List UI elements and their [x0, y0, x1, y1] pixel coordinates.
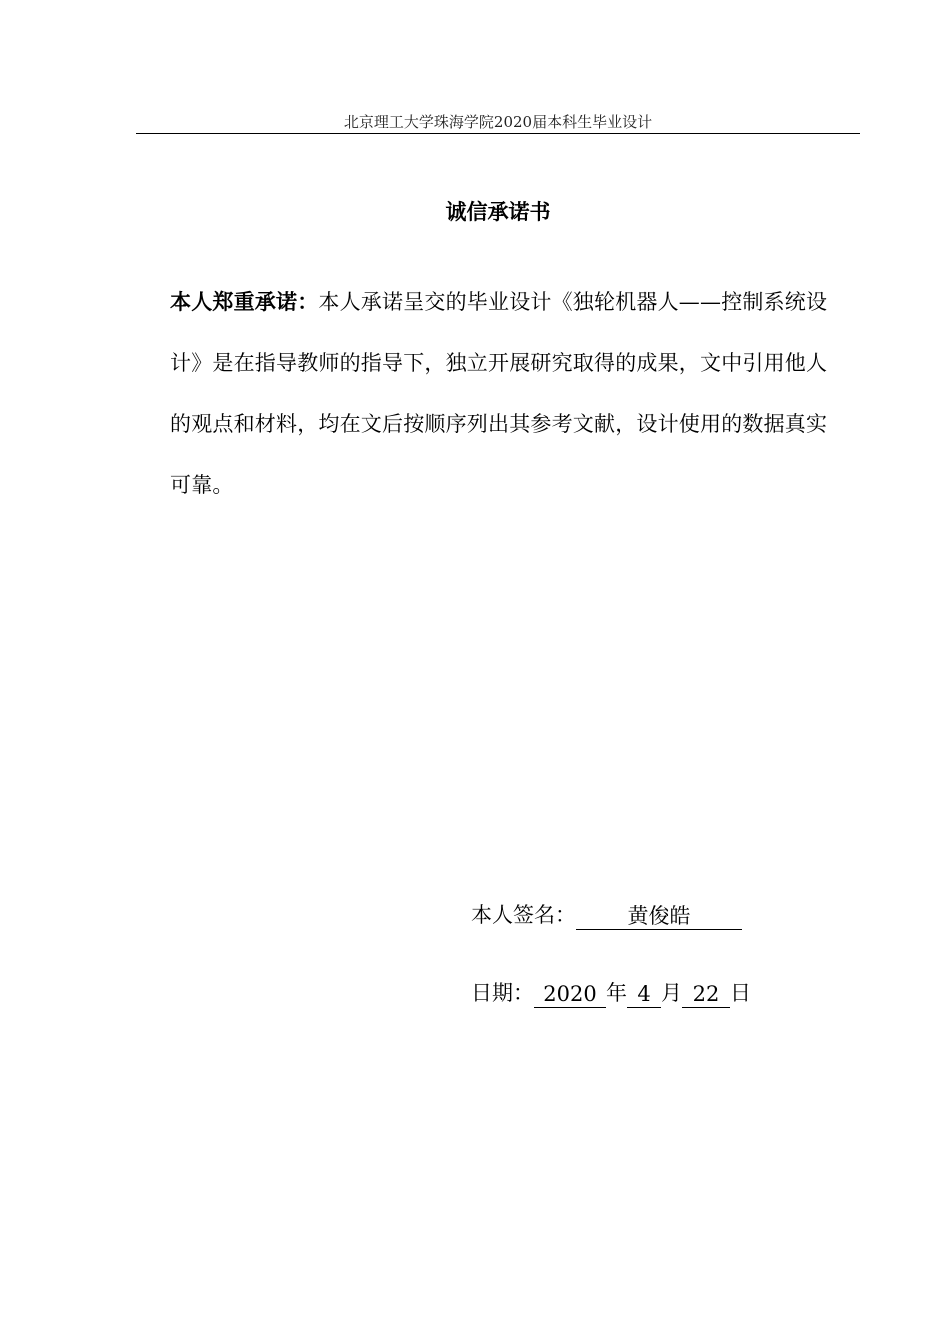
- signature-row: [471, 900, 742, 930]
- header-text: 北京理工大学珠海学院2020届本科生毕业设计: [343, 113, 653, 131]
- document-title: 诚信承诺书: [445, 199, 551, 224]
- date-row: [471, 978, 751, 1008]
- date-day-unit: 日: [730, 981, 751, 1005]
- date-label: 日期：: [471, 981, 534, 1005]
- page-header: [136, 112, 860, 136]
- date-year: 2020: [534, 981, 606, 1008]
- date-year-unit: 年: [606, 981, 627, 1005]
- date-day: 22: [682, 981, 730, 1008]
- header-rule: [136, 133, 860, 134]
- pledge-body: 本人承诺呈交的毕业设计《独轮机器人——控制系统设计》是在指导教师的指导下，独立开展研究取得的成果，文中引用他人的观点和材料，均在文后按顺序列出其参考文献，设计使用的数据真实可靠。: [170, 290, 828, 497]
- signature-field: 黄俊皓: [576, 903, 742, 930]
- date-month: 4: [627, 981, 661, 1008]
- date-month-unit: 月: [661, 981, 682, 1005]
- pledge-paragraph: [170, 271, 830, 516]
- signature-label: 本人签名：: [471, 903, 576, 927]
- pledge-lead: 本人郑重承诺：: [170, 289, 319, 314]
